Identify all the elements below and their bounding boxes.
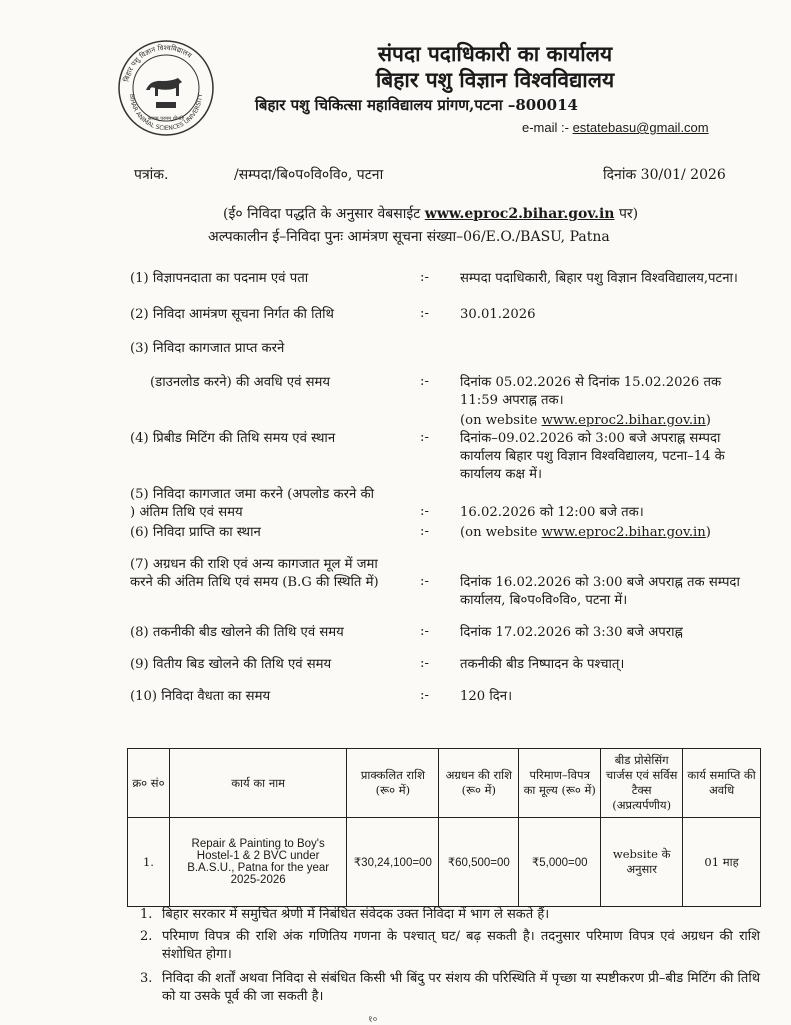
page-number: १० [368, 1015, 378, 1025]
col-boq-cost: परिमाण–विपत्र का मूल्य (रू० में) [519, 749, 601, 818]
svg-text:BIHAR ANIMAL SCIENCES UNIVERSI: BIHAR ANIMAL SCIENCES UNIVERSITY [127, 93, 205, 133]
col-serial: क्र० सं० [128, 749, 170, 818]
notice-heading-1 [223, 204, 638, 223]
col-work-name: कार्य का नाम [169, 749, 346, 818]
ref-date: दिनांक 30/01/ 2026 [603, 167, 726, 183]
cell-estimated-amount: ₹30,24,100=00 [347, 818, 439, 907]
table-row [128, 818, 761, 907]
table-header-row [128, 749, 761, 818]
col-processing-charges: बीड प्रोसेसिंग चार्जस एवं सर्विस टैक्स (अप्रत्यर्पणीय) [601, 749, 683, 818]
cell-boq-cost: ₹5,000=00 [519, 818, 601, 907]
col-completion-period: कार्य समाप्ति की अवधि [683, 749, 761, 818]
submission-site-line: (on website www.eproc2.bihar.gov.in) [460, 525, 711, 540]
cell-serial: 1. [128, 818, 170, 907]
download-website-link[interactable]: www.eproc2.bihar.gov.in [541, 413, 706, 428]
cell-earnest-money: ₹60,500=00 [439, 818, 519, 907]
heading-suffix: पर) [618, 206, 639, 222]
col-estimated-amount: प्राक्कलित राशि (रू० में) [347, 749, 439, 818]
ref-patrank: पत्रांक. [134, 167, 169, 183]
svg-text:बिहार पशु विज्ञान विश्वविद्याल: बिहार पशु विज्ञान विश्वविद्यालय [122, 43, 194, 83]
svg-text:सत्यम् परमम् धीमहि: सत्यम् परमम् धीमहि [147, 116, 185, 122]
heading-prefix: (ई० निविदा पद्धति के अनुसार वेबसाईट [223, 206, 421, 222]
office-title: संपदा पदाधिकारी का कार्यालय [377, 41, 613, 66]
address-line: बिहार पशु चिकित्सा महाविद्यालय प्रांगण,पटना –800014 [255, 96, 578, 114]
eproc-website-link[interactable]: www.eproc2.bihar.gov.in [424, 206, 615, 222]
tender-table [127, 748, 761, 907]
submission-website-link[interactable]: www.eproc2.bihar.gov.in [541, 525, 706, 540]
cell-processing-charges: website के अनुसार [601, 818, 683, 907]
university-seal-logo [116, 38, 216, 138]
cell-completion-period: 01 माह [683, 818, 761, 907]
notice-page: बिहार पशु विज्ञान विश्वविद्यालय BIHAR ANIMAL SCIENCES UNIVERSITY सत्यम् परमम् धीमहि संपदा पदाधिकारी का कार्यालय बिहार पशु विज्ञान विश्वविद्यालय बिहार पशु चिकित्सा महाविद्यालय प्रांगण,पटना –800014 e-mail :- estatebasu@gmail.com पत्रांक. /सम्पदा/बि०प०वि०वि०, पटना दिनांक 30/01/ 2026 (ई० निविदा पद्धति के अनुसार वेबसाईट www.eproc2.bihar.gov.in पर) अल्पकालीन ई–निविदा पुनः आमंत्रण सूचना संख्या–06/E.O./BASU, Patna (1) विज्ञापनदाता का पदनाम एवं पता :- सम्पदा पदाधिकारी, बिहार पशु विज्ञान विश्वविद्यालय,पटना। (2) निविदा आमंत्रण सूचना निर्गत की तिथि :- 30.01.2026 (3) निविदा कागजात प्राप्त करने (डाउनलोड करने) की अवधि एवं समय :- दिनांक 05.02.2026 से दिनांक 15.02.2026 तक 11:59 अपराह्न तक। (on website www.eproc2.bihar.gov.in) (4) प्रिबीड मिटिंग की तिथि समय एवं स्थान :- दिनांक–09.02.2026 को 3:00 बजे अपराह्न सम्पदा कार्यालय बिहार पशु विज्ञान विश्वविद्यालय, पटना–14 के कार्यालय कक्ष में। (5) निविदा कागजात जमा करने (अपलोड करने की ) अंतिम तिथि एवं समय :- 16.02.2026 को 12:00 बजे तक। (6) निविदा प्राप्ति का स्थान :- (on website www.eproc2.bihar.gov.in) (7) अग्रधन की राशि एवं अन्य कागजात मूल में जमा करने की अंतिम तिथि एवं समय (B.G की स्थिति में) :- दिनांक 16.02.2026 को 3:00 बजे अपराह्न तक सम्पदा कार्यालय, बि०प०वि०वि०, पटना में। (8) तकनीकी बीड खोलने की तिथि एवं समय :- दिनांक 17.02.2026 को 3:30 बजे अपराह्न (9) वितीय बिड खोलने की तिथि एवं समय :- तकनीकी बीड निष्पादन के पश्चात्। (10) निविदा वैधता का समय :- 120 दिन। क्र० सं० कार्य का नाम प्राक्कलित राशि (रू० में) अग्रधन की राशि (रू० में) परिमाण–विपत्र का मूल्य (रू० में) बीड प्रोसेसिंग चार्जस एवं सर्विस टैक्स (अप्रत्यर्पणीय) कार्य समाप्ति की अवधि 1. Repair & Painting to Boy's Hostel-1 & 2 BVC under B.A.S.U., Patna for the year 2025-2026 ₹30,24,100=00 ₹60,500=00 ₹5,000=00 website के अनुसार 01 माह 1. बिहार सरकार में समुचित श्रेणी में निबंधित संवेदक उक्त निविदा में भाग ले सकते हैं। 2. परिमाण विपत्र की राशि अंक गणितिय गणना के पश्चात् घट/ बढ़ सकती है। तदनुसार परिमाण विपत्र एवं अग्रधन की राशि संशोधित होगा। 3. निविदा की शर्तों अथवा निविदा से संबंधित किसी भी बिंदु पर संशय की परिस्थिति में पृच्छा या स्पष्टीकरण प्री–बीड मिटिंग की तिथि को या उसके पूर्व की जा सकती है। १० [0, 0, 791, 1024]
col-earnest-money: अग्रधन की राशि (रू० में) [439, 749, 519, 818]
email-link[interactable]: estatebasu@gmail.com [572, 120, 709, 135]
university-title: बिहार पशु विज्ञान विश्वविद्यालय [375, 67, 615, 92]
download-site-line: (on website www.eproc2.bihar.gov.in) [460, 413, 711, 428]
ref-number: /सम्पदा/बि०प०वि०वि०, पटना [234, 167, 384, 183]
notice-heading-2: अल्पकालीन ई–निविदा पुनः आमंत्रण सूचना संख्या–06/E.O./BASU, Patna [208, 229, 610, 245]
email-line [522, 120, 709, 135]
email-label: e-mail :- [522, 120, 569, 135]
cell-work-name: Repair & Painting to Boy's Hostel-1 & 2 BVC under B.A.S.U., Patna for the year 2025-2026 [169, 818, 346, 907]
